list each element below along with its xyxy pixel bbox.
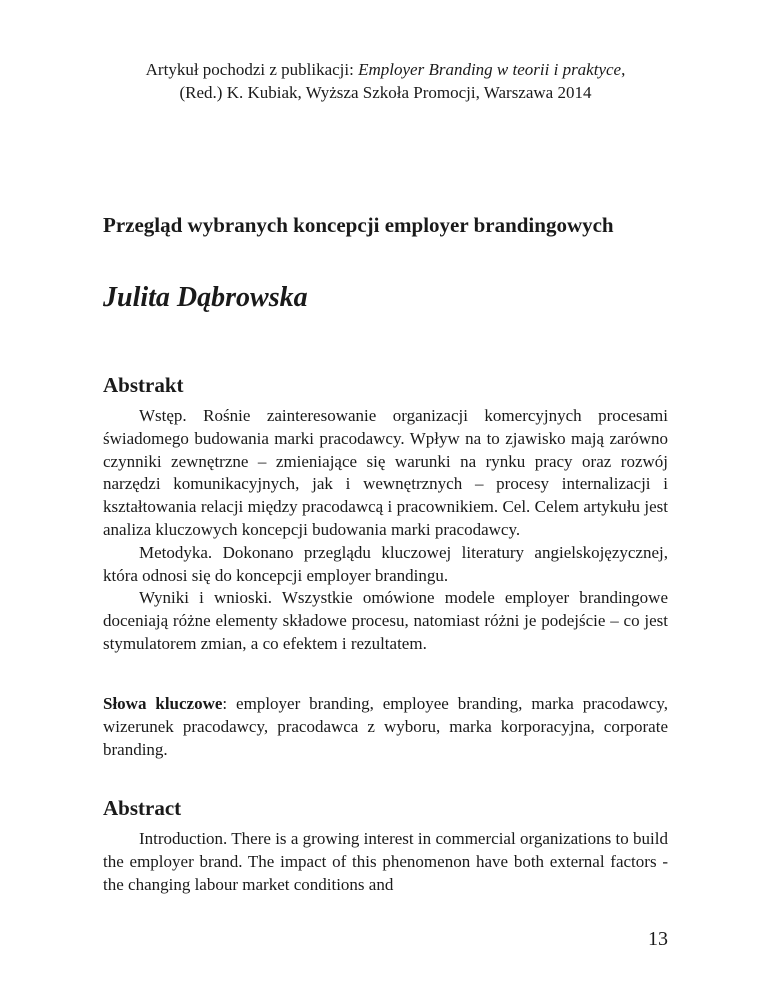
keywords-label: Słowa kluczowe bbox=[103, 694, 223, 713]
citation-line-1 bbox=[103, 58, 668, 81]
citation-publication-title: Employer Branding w teorii i praktyce bbox=[358, 60, 622, 79]
citation-prefix: Artykuł pochodzi z publikacji: bbox=[145, 60, 359, 79]
citation-line-2: (Red.) K. Kubiak, Wyższa Szkoła Promocji, Warszawa 2014 bbox=[179, 83, 592, 102]
abstract-body bbox=[103, 828, 668, 896]
keywords-text: : employer branding, employee branding, marka pracodawcy, wizerunek pracodawcy, pracodawca z wyboru, marka korporacyjna, corporate branding. bbox=[103, 694, 669, 759]
article-title: Przegląd wybranych koncepcji employer brandingowych bbox=[103, 213, 614, 237]
abstrakt-heading: Abstrakt bbox=[103, 373, 184, 397]
keywords-paragraph bbox=[103, 693, 668, 761]
abstrakt-paragraph: Wstęp. Rośnie zainteresowanie organizacji komercyjnych procesami świadomego budowania marki pracodawcy. Wpływ na to zjawisko mają zarówno czynniki zewnętrzne – zmieniające się warunki na rynku pracy oraz rozwój narzędzi komunikacyjnych, jak i wewnętrznych – procesy internalizacji i kształtowania relacji między pracodawcą i pracownikiem. Cel. Celem artykułu jest analiza kluczowych koncepcji budowania marki pracodawcy. bbox=[103, 406, 668, 539]
abstract-paragraph: Introduction. There is a growing interest in commercial organizations to build the employer brand. The impact of this phenomenon have both external factors - the changing labour market conditions and bbox=[103, 829, 668, 894]
page-number: 13 bbox=[648, 928, 668, 950]
document-page bbox=[103, 0, 668, 994]
publication-citation bbox=[103, 58, 668, 104]
abstrakt-body bbox=[103, 405, 668, 656]
abstrakt-paragraph: Wyniki i wnioski. Wszystkie omówione modele employer brandingowe doceniają różne elementy składowe procesu, natomiast różni je podejście – co jest stymulatorem zmian, a co efektem i rezultatem. bbox=[103, 588, 668, 653]
author-name: Julita Dąbrowska bbox=[103, 282, 308, 313]
keywords-section bbox=[103, 693, 668, 761]
abstract-heading: Abstract bbox=[103, 796, 182, 820]
abstrakt-paragraph: Metodyka. Dokonano przeglądu kluczowej literatury angielskojęzycznej, która odnosi się do koncepcji employer brandingu. bbox=[103, 542, 668, 585]
citation-suffix: , bbox=[621, 60, 626, 79]
